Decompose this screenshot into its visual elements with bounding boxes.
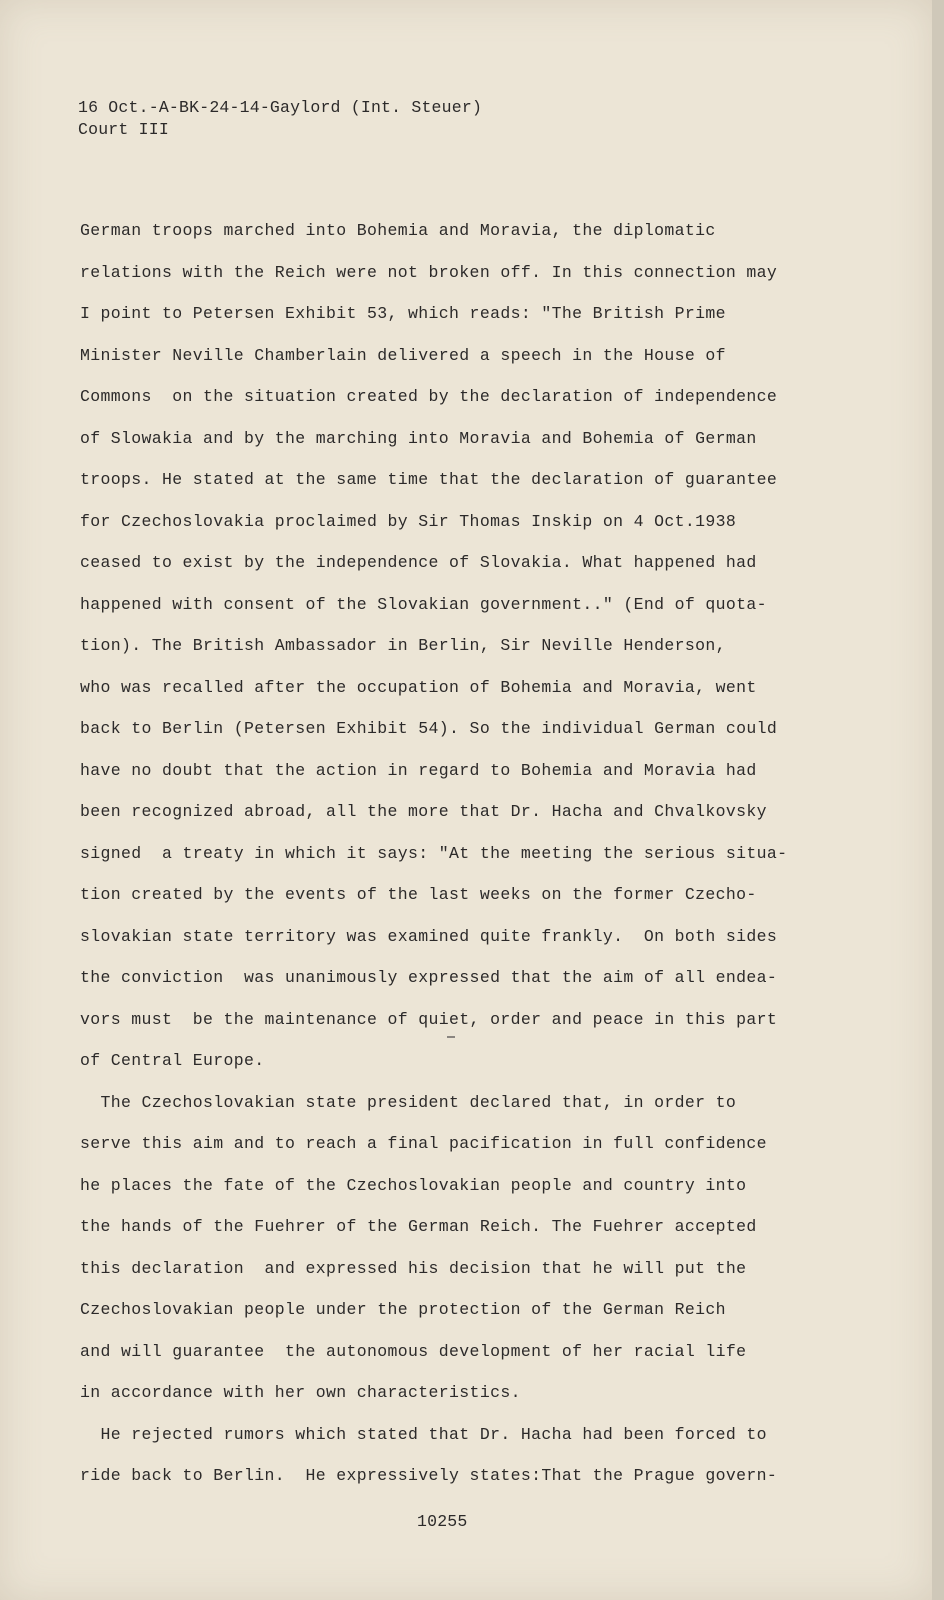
text-line: he places the fate of the Czechoslovakian people and country into [80,1175,747,1195]
text-line: Commons on the situation created by the declaration of independence [80,387,778,406]
text-line: the hands of the Fuehrer of the German Reich. The Fuehrer accepted [80,1217,757,1236]
text-line: relations with the Reich were not broken off. In this connection may [80,262,778,282]
text-line: tion). The British Ambassador in Berlin, Sir Neville Henderson, [80,636,726,655]
text-line: and will guarantee the autonomous development of her racial life [80,1341,747,1361]
text-line: He rejected rumors which stated that Dr. Hacha had been forced to [80,1424,767,1444]
page-edge [932,0,944,1600]
text-line: Czechoslovakian people under the protection of the German Reich [80,1300,726,1319]
stray-mark [447,1036,455,1038]
text-line: have no doubt that the action in regard to Bohemia and Moravia had [80,760,757,780]
text-line: for Czechoslovakia proclaimed by Sir Thomas Inskip on 4 Oct.1938 [80,511,737,531]
text-line: been recognized abroad, all the more that Dr. Hacha and Chvalkovsky [80,802,767,821]
header-court-line: Court III [78,120,169,139]
text-line: slovakian state territory was examined quite frankly. On both sides [80,926,778,946]
text-line: of Slowakia and by the marching into Moravia and Bohemia of German [80,428,757,448]
text-line: signed a treaty in which it says: "At the meeting the serious situa- [80,843,788,863]
body-text [80,220,787,1507]
text-line: vors must be the maintenance of quiet, order and peace in this part [80,1009,778,1029]
text-line: who was recalled after the occupation of Bohemia and Moravia, went [80,677,757,697]
text-line: of Central Europe. [80,1051,265,1070]
text-line: this declaration and expressed his decision that he will put the [80,1258,747,1278]
text-line: troops. He stated at the same time that the declaration of guarantee [80,470,778,489]
text-line: happened with consent of the Slovakian government.." (End of quota- [80,594,767,614]
text-line: back to Berlin (Petersen Exhibit 54). So the individual German could [80,719,778,738]
page-number: 10255 [417,1512,468,1531]
text-line: German troops marched into Bohemia and Moravia, the diplomatic [80,221,716,240]
text-line: The Czechoslovakian state president declared that, in order to [80,1092,737,1112]
text-line: Minister Neville Chamberlain delivered a speech in the House of [80,345,726,365]
header-session-line: 16 Oct.-A-BK-24-14-Gaylord (Int. Steuer) [78,98,483,117]
text-line: I point to Petersen Exhibit 53, which reads: "The British Prime [80,304,726,323]
text-line: tion created by the events of the last weeks on the former Czecho- [80,885,757,904]
text-line: serve this aim and to reach a final pacification in full confidence [80,1134,767,1153]
text-line: in accordance with her own characteristics. [80,1383,521,1402]
text-line: the conviction was unanimously expressed that the aim of all endea- [80,968,778,987]
text-line: ride back to Berlin. He expressively states:That the Prague govern- [80,1466,778,1485]
text-line: ceased to exist by the independence of Slovakia. What happened had [80,553,757,572]
